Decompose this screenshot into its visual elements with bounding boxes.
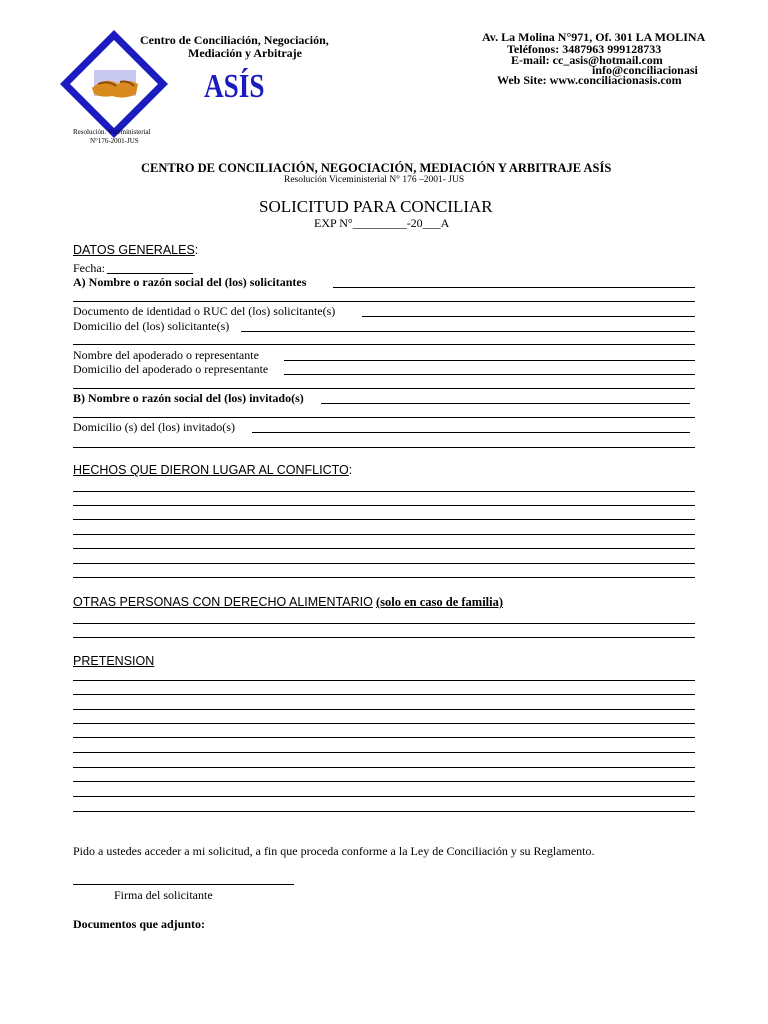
documento-line[interactable] (362, 316, 695, 317)
hechos-colon: : (348, 463, 353, 477)
pretension-line-2[interactable] (73, 694, 695, 695)
logo-text-line1: Centro de Conciliación, Negociación, (140, 33, 329, 47)
pretension-line-9[interactable] (73, 796, 695, 797)
a-nombre-line[interactable] (333, 287, 695, 288)
resolution-line: Resolución Viceministerial N° 176 –2001- JUS (284, 175, 465, 185)
apoderado-nombre-label: Nombre del apoderado o representante (73, 348, 259, 362)
firma-label: Firma del solicitante (114, 888, 213, 902)
logo-brand: ASÍS (204, 68, 265, 105)
otras-line-2[interactable] (73, 637, 695, 638)
contact-email2: info@conciliacionasi (592, 63, 698, 77)
hechos-line-3[interactable] (73, 519, 695, 520)
pido-text: Pido a ustedes acceder a mi solicitud, a fin que proceda conforme a la Ley de Conciliación y su Reglamento. (73, 844, 595, 858)
b-nombre-label: B) Nombre o razón social del (los) invitado(s) (73, 391, 304, 405)
logo-text-line2: Mediación y Arbitraje (188, 46, 302, 60)
form-title: SOLICITUD PARA CONCILIAR (259, 197, 493, 216)
hechos-line-5[interactable] (73, 548, 695, 549)
hechos-line-4[interactable] (73, 534, 695, 535)
a-nombre-label: A) Nombre o razón social del (los) solicitantes (73, 275, 307, 289)
pretension-line-6[interactable] (73, 752, 695, 753)
datos-colon: : (194, 243, 199, 257)
form-line[interactable] (73, 447, 695, 448)
domicilio-inv-label: Domicilio (s) del (los) invitado(s) (73, 420, 235, 434)
otras-heading (73, 596, 503, 609)
form-line[interactable] (73, 417, 695, 418)
pretension-heading: PRETENSION (73, 654, 155, 668)
domicilio-sol-line[interactable] (241, 331, 695, 332)
datos-generales-text: DATOS GENERALES (73, 243, 195, 257)
hechos-heading (73, 464, 352, 477)
hechos-line-6[interactable] (73, 563, 695, 564)
otras-line-1[interactable] (73, 623, 695, 624)
hechos-text: HECHOS QUE DIERON LUGAR AL CONFLICTO (73, 463, 349, 477)
otras-text: OTRAS PERSONAS CON DERECHO ALIMENTARIO (73, 595, 373, 609)
b-nombre-line[interactable] (321, 403, 690, 404)
center-title: CENTRO DE CONCILIACIÓN, NEGOCIACIÓN, MEDIACIÓN Y ARBITRAJE ASÍS (141, 161, 612, 175)
apoderado-nombre-line[interactable] (284, 360, 695, 361)
resolution-small-1: Resolución. Viceministerial (73, 128, 151, 136)
pretension-line-4[interactable] (73, 723, 695, 724)
datos-generales-heading (73, 244, 198, 257)
form-line[interactable] (73, 388, 695, 389)
contact-email: E-mail: cc_asis@hotmail.com (511, 53, 663, 67)
documento-label: Documento de identidad o RUC del (los) solicitante(s) (73, 304, 336, 318)
apoderado-domicilio-line[interactable] (284, 374, 695, 375)
pretension-line-10[interactable] (73, 811, 695, 812)
contact-address: Av. La Molina N°971, Of. 301 LA MOLINA (482, 30, 706, 44)
pretension-line-3[interactable] (73, 709, 695, 710)
fecha-line[interactable] (107, 273, 193, 274)
contact-phones: Teléfonos: 3487963 999128733 (507, 42, 662, 56)
domicilio-inv-line[interactable] (252, 432, 690, 433)
hechos-line-1[interactable] (73, 491, 695, 492)
hechos-line-7[interactable] (73, 577, 695, 578)
hechos-line-2[interactable] (73, 505, 695, 506)
pretension-line-7[interactable] (73, 767, 695, 768)
form-line[interactable] (73, 301, 695, 302)
contact-web: Web Site: www.conciliacionasis.com (497, 73, 682, 87)
pretension-line-5[interactable] (73, 737, 695, 738)
exp-number: EXP N°_________-20___A (314, 216, 450, 230)
pretension-line-1[interactable] (73, 680, 695, 681)
domicilio-sol-label: Domicilio del (los) solicitante(s) (73, 319, 230, 333)
signature-line[interactable] (73, 884, 294, 885)
apoderado-domicilio-label: Domicilio del apoderado o representante (73, 362, 269, 376)
documentos-label: Documentos que adjunto: (73, 917, 206, 931)
otras-note: (solo en caso de familia) (375, 595, 504, 609)
form-line[interactable] (73, 344, 695, 345)
pretension-line-8[interactable] (73, 781, 695, 782)
fecha-label: Fecha: (73, 261, 105, 275)
resolution-small-2: N°176-2001-JUS (90, 137, 139, 145)
